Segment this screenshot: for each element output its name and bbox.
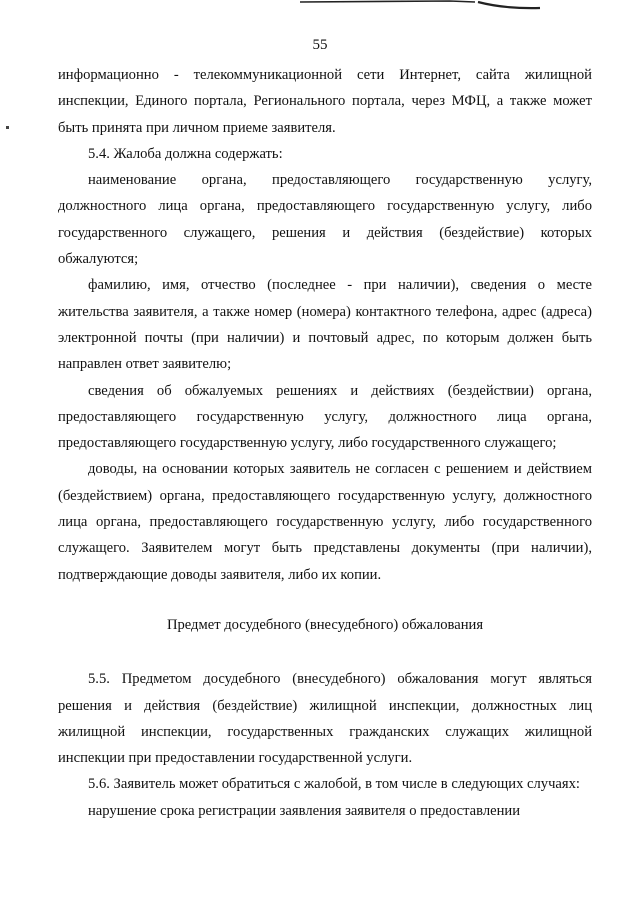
paragraph: нарушение срока регистрации заявления заявителя о предоставлении <box>88 802 521 819</box>
paragraph: 5.4. Жалоба должна содержать: <box>88 145 283 162</box>
section-heading: Предмет досудебного (внесудебного) обжалования <box>166 616 484 633</box>
paragraph: информационно - телекоммуникационной сети Интернет, сайта жилищной инспекции, Единого портала, Регионального портала, через МФЦ, а также может быть принята при личном приеме заявителя. <box>58 67 592 136</box>
paragraph: 5.6. Заявитель может обратиться с жалобой, в том числе в следующих случаях: <box>88 776 580 793</box>
document-body <box>58 62 592 824</box>
paragraph: 5.5. Предметом досудебного (внесудебного) обжалования могут являться решения и действия (бездействие) жилищной инспекции, должностных лиц жилищной инспекции, государственных гражданских служащих жилищной инспекции при предоставлении государственной услуги. <box>58 671 592 767</box>
margin-mark <box>6 126 9 129</box>
page-number: 55 <box>312 37 328 53</box>
paragraph: наименование органа, предоставляющего государственную услугу, должностного лица органа, предоставляющего государственную услугу, либо государственного служащего, решения и действия (бездействие) которых обжалуются; <box>58 172 592 268</box>
scan-artifact-line <box>300 0 560 14</box>
paragraph: фамилию, имя, отчество (последнее - при наличии), сведения о месте жительства заявителя, а также номер (номера) контактного телефона, адрес (адреса) электронной почты (при наличии) и почтовый адрес, по которым должен быть направлен ответ заявителю; <box>58 277 592 373</box>
paragraph: сведения об обжалуемых решениях и действиях (бездействии) органа, предоставляющего государственную услугу, должностного лица органа, предоставляющего государственную услугу, либо государственного служащего; <box>58 382 592 452</box>
paragraph: доводы, на основании которых заявитель не согласен с решением и действием (бездействием) органа, предоставляющего государственную услугу, должностного лица органа, предоставляющего государственную услугу, либо государственного служащего. Заявителем могут быть представлены документы (при наличии), подтверждающие доводы заявителя, либо их копии. <box>58 461 592 583</box>
